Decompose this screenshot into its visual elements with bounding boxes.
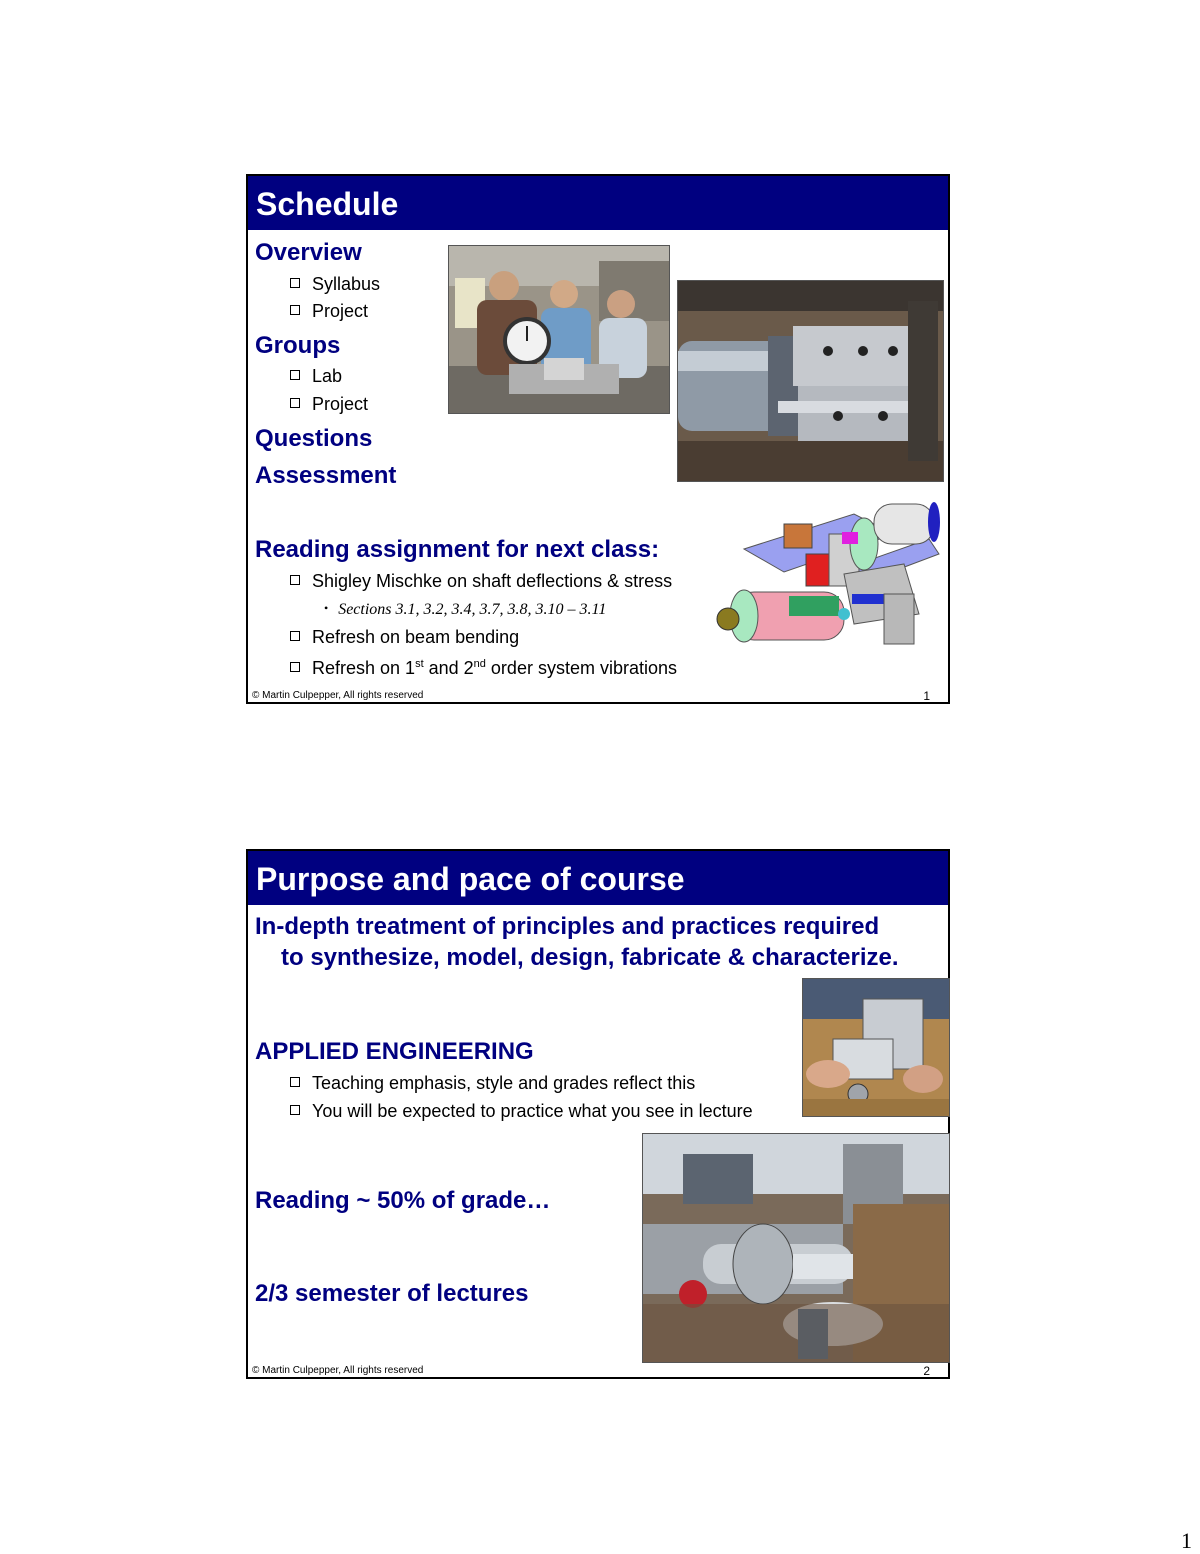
heading-semester-lectures: 2/3 semester of lectures: [255, 1280, 529, 1307]
slide-title-bar: [248, 851, 948, 905]
heading-groups: Groups: [255, 332, 341, 359]
slide-2: [246, 849, 950, 1379]
checkbox-bullet-icon: [290, 575, 300, 585]
slide-title: Schedule: [256, 186, 399, 222]
cad-rendering: [714, 494, 950, 674]
slide-number: 1: [923, 689, 930, 703]
intro-line-1: In-depth treatment of principles and practices required: [255, 913, 880, 940]
lathe-photo: [642, 1133, 950, 1363]
checkbox-bullet-icon: [290, 398, 300, 408]
slide-footer-copyright: © Martin Culpepper, All rights reserved: [252, 1365, 424, 1376]
checkbox-bullet-icon: [290, 662, 300, 672]
slide-footer-copyright: © Martin Culpepper, All rights reserved: [252, 690, 424, 701]
heading-overview: Overview: [255, 239, 362, 266]
bullet-beam-bending: Refresh on beam bending: [290, 626, 519, 648]
checkbox-bullet-icon: [290, 278, 300, 288]
checkbox-bullet-icon: [290, 370, 300, 380]
bullet-group-project: Project: [290, 393, 368, 415]
spindle-photo: [677, 280, 944, 482]
page-number: 1: [1181, 1528, 1192, 1553]
intro-line-2: to synthesize, model, design, fabricate & characterize.: [281, 944, 899, 971]
heading-questions: Questions: [255, 425, 373, 452]
bullet-practice: You will be expected to practice what you see in lecture: [290, 1100, 753, 1122]
dot-bullet-icon: •: [324, 601, 329, 615]
checkbox-bullet-icon: [290, 631, 300, 641]
slide-title-bar: [248, 176, 948, 230]
assembly-photo: [802, 978, 950, 1117]
bullet-project: Project: [290, 300, 368, 322]
slide-1: [246, 174, 950, 704]
bullet-shigley: Shigley Mischke on shaft deflections & stress: [290, 570, 672, 592]
sub-bullet-sections: • Sections 3.1, 3.2, 3.4, 3.7, 3.8, 3.10 – 3.11: [324, 601, 607, 618]
heading-applied-engineering: APPLIED ENGINEERING: [255, 1038, 534, 1065]
checkbox-bullet-icon: [290, 1105, 300, 1115]
heading-reading-assignment: Reading assignment for next class:: [255, 536, 660, 563]
slide-title: Purpose and pace of course: [256, 861, 685, 897]
heading-reading-grade: Reading ~ 50% of grade…: [255, 1187, 551, 1214]
bullet-lab: Lab: [290, 365, 342, 387]
checkbox-bullet-icon: [290, 305, 300, 315]
checkbox-bullet-icon: [290, 1077, 300, 1087]
slide-number: 2: [923, 1364, 930, 1378]
heading-assessment: Assessment: [255, 462, 397, 489]
students-photo: [448, 245, 670, 414]
bullet-teaching-emphasis: Teaching emphasis, style and grades reflect this: [290, 1072, 695, 1094]
bullet-syllabus: Syllabus: [290, 273, 380, 295]
bullet-vibrations: Refresh on 1st and 2nd order system vibrations: [290, 653, 677, 679]
